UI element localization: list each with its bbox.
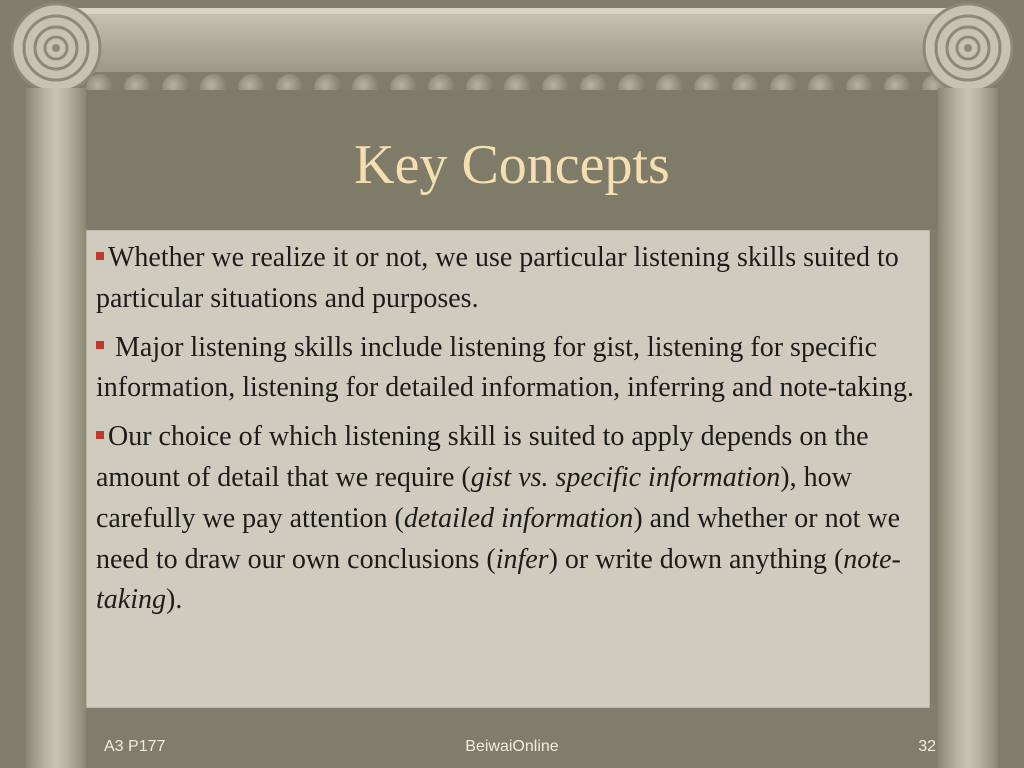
bullet-text-part: ).: [166, 584, 183, 616]
left-column: [26, 88, 86, 768]
bullet-text-part: ), how carefully we pay attention (: [96, 461, 852, 534]
bullet-text: Major listening skills include listening for gist, listening for specific information, listening for detailed information, inferring and note-taking.: [96, 331, 915, 404]
bullet-text-italic: infer: [495, 543, 549, 575]
footer-reference: A3 P177: [104, 738, 166, 755]
bullet-text-italic: detailed information: [403, 502, 634, 534]
footer-source: BeiwaiOnline: [465, 738, 559, 755]
slide-number: 32: [918, 738, 936, 755]
bullet-text-part: ) or write down anything (: [548, 543, 844, 575]
left-volute-icon: [12, 4, 100, 92]
bullet-text: Whether we realize it or not, we use particular listening skills suited to particular situations and purposes.: [96, 242, 899, 314]
bullet-text-part: ) and whether or not we need to draw our own conclusions (: [96, 502, 900, 575]
right-volute-icon: [924, 4, 1012, 92]
square-bullet-icon: [96, 252, 104, 260]
bullet-text-italic: gist vs. specific information: [470, 461, 781, 493]
square-bullet-icon: [96, 431, 104, 439]
bullet-text-part: Our choice of which listening skill is suited to apply depends on the amount of detail that we require (: [96, 421, 869, 493]
bullet-item: [96, 238, 916, 320]
bullet-item: [96, 417, 916, 621]
bullet-item: [96, 328, 916, 410]
right-column: [938, 88, 998, 768]
square-bullet-icon: [96, 341, 104, 349]
slide-title: Key Concepts: [354, 134, 670, 196]
bullet-text-italic: note-taking: [96, 543, 901, 616]
bullet-list: [96, 238, 916, 629]
